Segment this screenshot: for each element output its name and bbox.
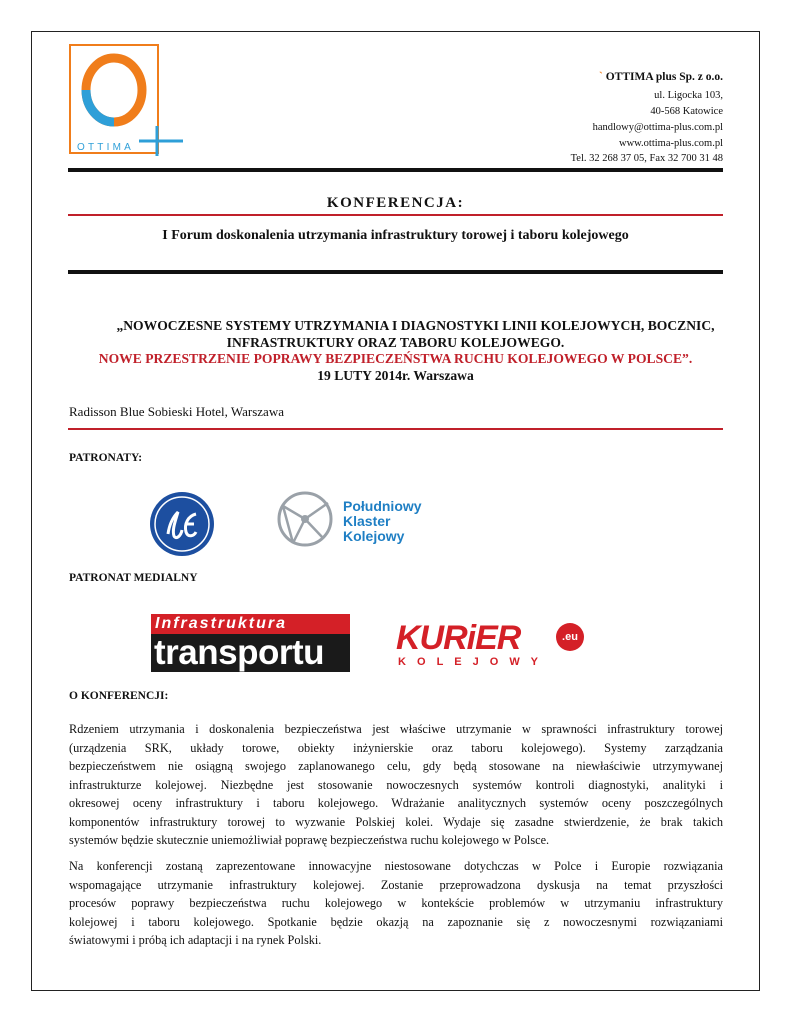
about-p1-line: okresowej oceny infrastruktury i taboru kolejowego. Wdrażanie analitycznych systemów oceny poszczególnych — [69, 796, 723, 810]
about-p1-line: (urządzenia SRK, układy torowe, obiekty inżynierskie oraz taboru kolejowego). Systemy zarządzania — [69, 740, 723, 755]
about-p1-line: systemów będzie skutecznie uniemożliwiał poprawę bezpieczeństwa ruchu kolejowego w Polsce. — [69, 833, 550, 847]
company-name — [599, 71, 723, 83]
kurier-kolejowy-logo — [396, 621, 586, 671]
title-line-2: INFRASTRUKTURY ORAZ TABORU KOLEJOWEGO. — [226, 334, 565, 350]
company-name-text: OTTIMA plus Sp. z o.o. — [605, 71, 723, 83]
infrastruktura-transportu-logo — [151, 614, 350, 672]
about-p1-line: Rdzeniem utrzymania i doskonalenia bezpieczeństwa jest właściwe utrzymanie w sprawności infrastruktury torowej — [69, 722, 723, 736]
about-p2-line: światowymi i próbą ich adaptacji i na rynek Polski. — [69, 933, 322, 947]
pkk-line-3: Kolejowy — [343, 528, 405, 544]
conference-venue: Radisson Blue Sobieski Hotel, Warszawa — [69, 404, 284, 419]
media-heading: PATRONAT MEDIALNY — [69, 572, 198, 584]
pkk-logo-text — [343, 499, 422, 544]
pkk-line-2: Klaster — [343, 513, 391, 529]
header-divider — [68, 168, 723, 172]
pkk-globe-icon — [273, 488, 337, 550]
conference-title — [68, 318, 723, 384]
pkk-line-1: Południowy — [343, 498, 422, 514]
about-p2-line: procesów poprawy bezpieczeństwa ruchu kolejowego w kontekście problemów w utrzymaniu infrastruktury — [69, 896, 723, 910]
infrastruktura-text: Infrastruktura — [151, 614, 350, 634]
kurier-sub-text: K O L E J O W Y — [398, 656, 542, 668]
about-p1-line: infrastrukturze kolejowej. Niezbędne jest stosowanie nowoczesnych systemów kontroli diagnostyki, analityki i — [69, 777, 723, 792]
ge-logo — [148, 490, 220, 558]
about-p1-line: komponentów infrastruktury torowej to wyzwanie Polskiej kolei. Wydaje się zasadne stwierdzenie, że brak takich — [69, 814, 723, 829]
forum-divider — [68, 270, 723, 274]
forum-title: I Forum doskonalenia utrzymania infrastruktury torowej i taboru kolejowego — [162, 228, 629, 243]
venue-rule — [68, 428, 723, 430]
patrons-heading: PATRONATY: — [69, 452, 143, 464]
company-website[interactable]: www.ottima-plus.com.pl — [618, 138, 723, 149]
about-paragraph-1 — [69, 720, 723, 850]
about-heading: O KONFERENCJI: — [69, 690, 169, 702]
about-p2-line: kolejowej i taboru kolejowego. Spotkanie będzie okazją na zapoznanie się z nowoczesnymi rozwiązaniami — [69, 914, 723, 929]
company-email[interactable]: handlowy@ottima-plus.com.pl — [592, 122, 723, 133]
company-street: ul. Ligocka 103, — [654, 90, 723, 101]
title-line-3: NOWE PRZESTRZENIE POPRAWY BEZPIECZEŃSTWA RUCHU KOLEJOWEGO W POLSCE”. — [98, 351, 693, 366]
transportu-text: transportu — [151, 634, 350, 672]
company-mark: ` — [599, 71, 603, 83]
about-p2-line: Na konferencji zostaną zaprezentowane innowacyjne niestosowane dotychczas w Polce i Europie rozwiązania — [69, 859, 723, 873]
about-paragraph-2 — [69, 857, 723, 950]
ottima-logo-text: OTTIMA — [77, 142, 134, 153]
conference-date: 19 LUTY 2014r. Warszawa — [317, 367, 474, 383]
kurier-eu-badge: .eu — [556, 623, 584, 651]
kurier-main-text: KURiER — [396, 619, 521, 657]
about-p2-line: wspomagające utrzymanie infrastruktury kolejowej. Zostanie przeprowadzona dyskusja na temat przyszłości — [69, 877, 723, 892]
conference-heading: KONFERENCJA: — [326, 195, 465, 211]
ottima-logo — [69, 44, 187, 159]
company-city: 40-568 Katowice — [650, 106, 723, 117]
about-p1-line: bezpieczeństwem nie osiągną swojego zaplanowanego celu, gdy będą stosowane na niewłaściwie utrzymywanej — [69, 759, 723, 773]
conference-heading-rule — [68, 214, 723, 216]
company-phone: Tel. 32 268 37 05, Fax 32 700 31 48 — [570, 153, 723, 164]
title-line-1: „NOWOCZESNE SYSTEMY UTRZYMANIA I DIAGNOSTYKI LINII KOLEJOWYCH, BOCZNIC, — [116, 318, 715, 333]
